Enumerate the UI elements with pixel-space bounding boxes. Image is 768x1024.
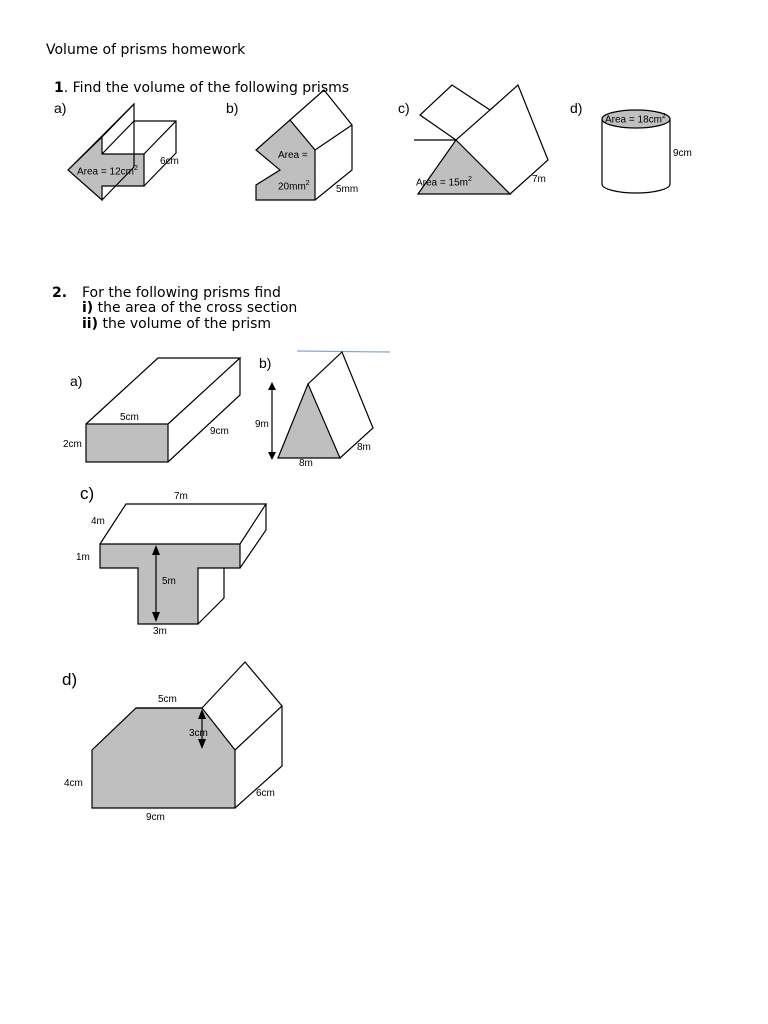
question-1-text: . Find the volume of the following prisms	[63, 80, 350, 96]
q2c-depth-label: 4m	[91, 516, 105, 527]
question-2-intro: For the following prisms find	[82, 285, 281, 301]
q1b-length-label: 5mm	[336, 184, 359, 195]
q2-part-b-label: b)	[259, 355, 272, 371]
q2-part-a-label: a)	[70, 373, 83, 389]
q1c-length-label: 7m	[532, 174, 546, 185]
q2c-stem-height-label: 5m	[162, 576, 176, 587]
question-1-number: 1	[54, 80, 64, 96]
q1-part-b-label: b)	[226, 100, 239, 116]
q2d-depth-label: 6cm	[256, 788, 275, 799]
q2d-height-label: 4cm	[64, 778, 83, 789]
q2-part-c-label: c)	[80, 484, 95, 503]
question-2-number: 2.	[52, 285, 68, 301]
question-2-part-i: i) the area of the cross section	[82, 300, 298, 316]
q2c-top-height-label: 1m	[76, 552, 90, 563]
q1d-area-label: Area = $18cm^2$	[605, 113, 666, 126]
q2d-top-width-label: 5cm	[158, 694, 177, 705]
q2a-depth-label: 9cm	[210, 426, 229, 437]
q2a-width-label: 5cm	[120, 412, 139, 423]
q1-part-a-label: a)	[54, 100, 67, 116]
q1-part-d-label: d)	[570, 100, 583, 116]
q2-part-d-label: d)	[62, 670, 78, 689]
q1c-area-label: Area = $15m^2$	[416, 176, 472, 189]
worksheet-title: Volume of prisms homework	[46, 42, 246, 58]
q2d-peak-height-label: 3cm	[189, 728, 208, 739]
q2b-height-label: 9m	[255, 419, 269, 430]
q2c-stem-width-label: 3m	[153, 626, 167, 637]
q1b-area-label-2: $20mm^2$	[278, 180, 310, 193]
q2a-height-label: 2cm	[63, 439, 82, 450]
q1d-height-label: 9cm	[673, 148, 692, 159]
q2b-depth-label: 8m	[357, 442, 371, 453]
question-2-part-ii: ii) the volume of the prism	[82, 316, 272, 332]
q1a-length-label: 6cm	[160, 156, 179, 167]
q2b-base-label: 8m	[299, 458, 313, 469]
q1a-area-label: Area = $12cm^2$	[77, 165, 138, 178]
q1-part-c-label: c)	[398, 100, 410, 116]
q2d-base-label: 9cm	[146, 812, 165, 823]
q1b-area-label-1: Area =	[278, 150, 308, 161]
q2c-top-width-label: 7m	[174, 491, 188, 502]
